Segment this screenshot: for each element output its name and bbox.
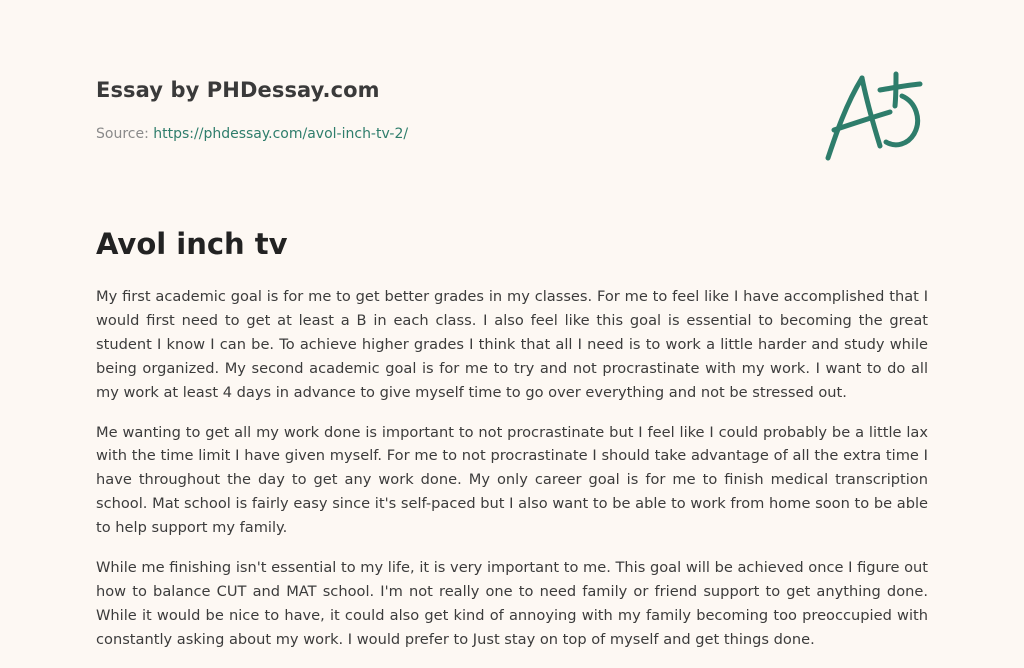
source-line: [96, 124, 796, 144]
page-header: [96, 76, 796, 144]
a-plus-grade-icon: [822, 68, 928, 164]
source-label: Source:: [96, 126, 149, 142]
site-title: Essay by PHDessay.com: [96, 78, 380, 102]
essay-paragraph: My first academic goal is for me to get better grades in my classes. For me to feel like I have accomplished that I would first need to get at least a B in each class. I also feel like this goal is essential to becoming the great student I know I can be. To achieve higher grades I think that all I need is to work a little harder and study while being organized. My second academic goal is for me to try and not procrastinate with my work. I want to do all my work at least 4 days in advance to give myself time to go over everything and not be stressed out.: [96, 288, 928, 401]
essay-body: [96, 285, 928, 668]
source-link[interactable]: https://phdessay.com/avol-inch-tv-2/: [153, 126, 409, 142]
essay-paragraph: Me wanting to get all my work done is important to not procrastinate but I feel like I could probably be a little lax with the time limit I have given myself. For me to not procrastinate I should take advantage of all the extra time I have throughout the day to get any work done. My only career goal is for me to finish medical transcription school. Mat school is fairly easy since it's self-paced but I also want to be able to work from home soon to be able to help support my family.: [96, 423, 928, 537]
essay-title: Avol inch tv: [96, 227, 288, 261]
essay-paragraph: While me finishing isn't essential to my life, it is very important to me. This goal will be achieved once I figure out how to balance CUT and MAT school. I'm not really one to need family or friend support to get anything done. While it would be nice to have, it could also get kind of annoying with my family becoming too preoccupied with constantly asking about my work. I would prefer to Just stay on top of myself and get things done.: [96, 559, 928, 648]
